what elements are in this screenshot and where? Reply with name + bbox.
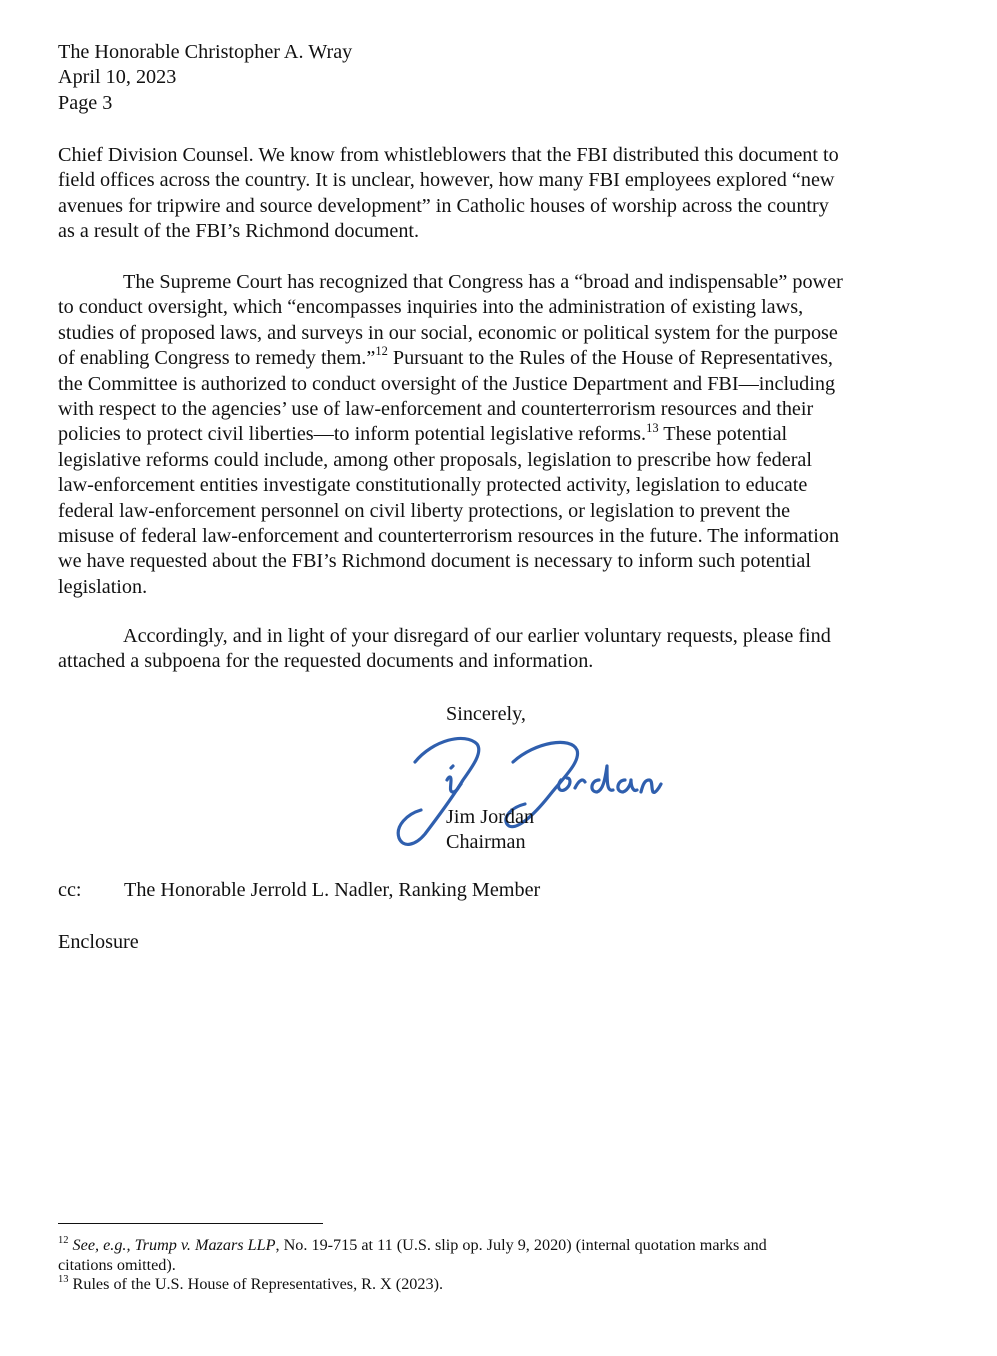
paragraph-2 <box>58 270 938 600</box>
footnote-number: 12 <box>58 1234 69 1246</box>
paragraph-line: federal law-enforcement personnel on civil liberty protections, or legislation to prevent the <box>58 499 791 522</box>
footnote-ref-12[interactable]: 12 <box>375 344 388 359</box>
footnote-separator <box>58 1223 323 1224</box>
paragraph-line: avenues for tripwire and source development” in Catholic houses of worship across the country <box>58 194 829 217</box>
paragraph-line: we have requested about the FBI’s Richmond document is necessary to inform such potential <box>58 550 811 573</box>
header-date: April 10, 2023 <box>58 66 177 89</box>
paragraph-line <box>58 422 938 447</box>
cc-label: cc: <box>58 879 82 901</box>
footnote-13 <box>58 1275 938 1295</box>
handwritten-signature <box>385 722 675 854</box>
footnote-12-continued: citations omitted). <box>58 1255 176 1274</box>
signer-title: Chairman <box>446 831 526 853</box>
footnote-ref-13[interactable]: 13 <box>646 420 659 435</box>
paragraph-line: Accordingly, and in light of your disregard of our earlier voluntary requests, please find <box>123 625 831 647</box>
paragraph-line: to conduct oversight, which “encompasses inquiries into the administration of existing laws, <box>58 296 804 319</box>
header-page-number: Page 3 <box>58 91 113 114</box>
footnotes <box>58 1236 938 1295</box>
footnote-text: Rules of the U.S. House of Representatives, R. X (2023). <box>72 1275 444 1293</box>
paragraph-line: The Supreme Court has recognized that Congress has a “broad and indispensable” power <box>123 271 843 293</box>
paragraph-1 <box>58 143 938 245</box>
line-text: of enabling Congress to remedy them.” <box>58 347 376 370</box>
paragraph-line: misuse of federal law-enforcement and counterterrorism resources in the future. The information <box>58 525 840 548</box>
paragraph-3 <box>58 624 938 675</box>
paragraph-line: studies of proposed laws, and surveys in our social, economic or political system for the purpose <box>58 321 838 344</box>
line-text: policies to protect civil liberties—to inform potential legislative reforms. <box>58 423 647 446</box>
paragraph-line: the Committee is authorized to conduct oversight of the Justice Department and FBI—including <box>58 372 836 395</box>
paragraph-line <box>58 346 938 371</box>
line-text: These potential <box>663 423 788 446</box>
footnote-citation: See, e.g., Trump v. Mazars LLP <box>72 1236 276 1254</box>
closing-salutation: Sincerely, <box>446 703 526 725</box>
paragraph-line: with respect to the agencies’ use of law-enforcement and counterterrorism resources and their <box>58 398 814 421</box>
line-text: Pursuant to the Rules of the House of Representatives, <box>392 347 833 370</box>
footnote-number: 13 <box>58 1273 69 1285</box>
paragraph-line: Chief Division Counsel. We know from whistleblowers that the FBI distributed this document to <box>58 144 839 166</box>
enclosure-note: Enclosure <box>58 931 139 953</box>
signer-name: Jim Jordan <box>446 806 535 828</box>
paragraph-line: legislative reforms could include, among other proposals, legislation to prescribe how federal <box>58 448 813 471</box>
paragraph-line: field offices across the country. It is unclear, however, how many FBI employees explored “new <box>58 169 835 192</box>
paragraph-line: attached a subpoena for the requested documents and information. <box>58 650 594 673</box>
footnote-text: , No. 19-715 at 11 (U.S. slip op. July 9, 2020) (internal quotation marks and <box>275 1236 767 1254</box>
paragraph-line: as a result of the FBI’s Richmond document. <box>58 220 420 243</box>
paragraph-line: law-enforcement entities investigate constitutionally protected activity, legislation to educate <box>58 474 808 497</box>
header-recipient: The Honorable Christopher A. Wray <box>58 41 353 63</box>
cc-recipient: The Honorable Jerrold L. Nadler, Ranking Member <box>124 879 541 901</box>
letter-header <box>58 40 938 116</box>
paragraph-line: legislation. <box>58 575 148 598</box>
footnote-12 <box>58 1236 938 1256</box>
